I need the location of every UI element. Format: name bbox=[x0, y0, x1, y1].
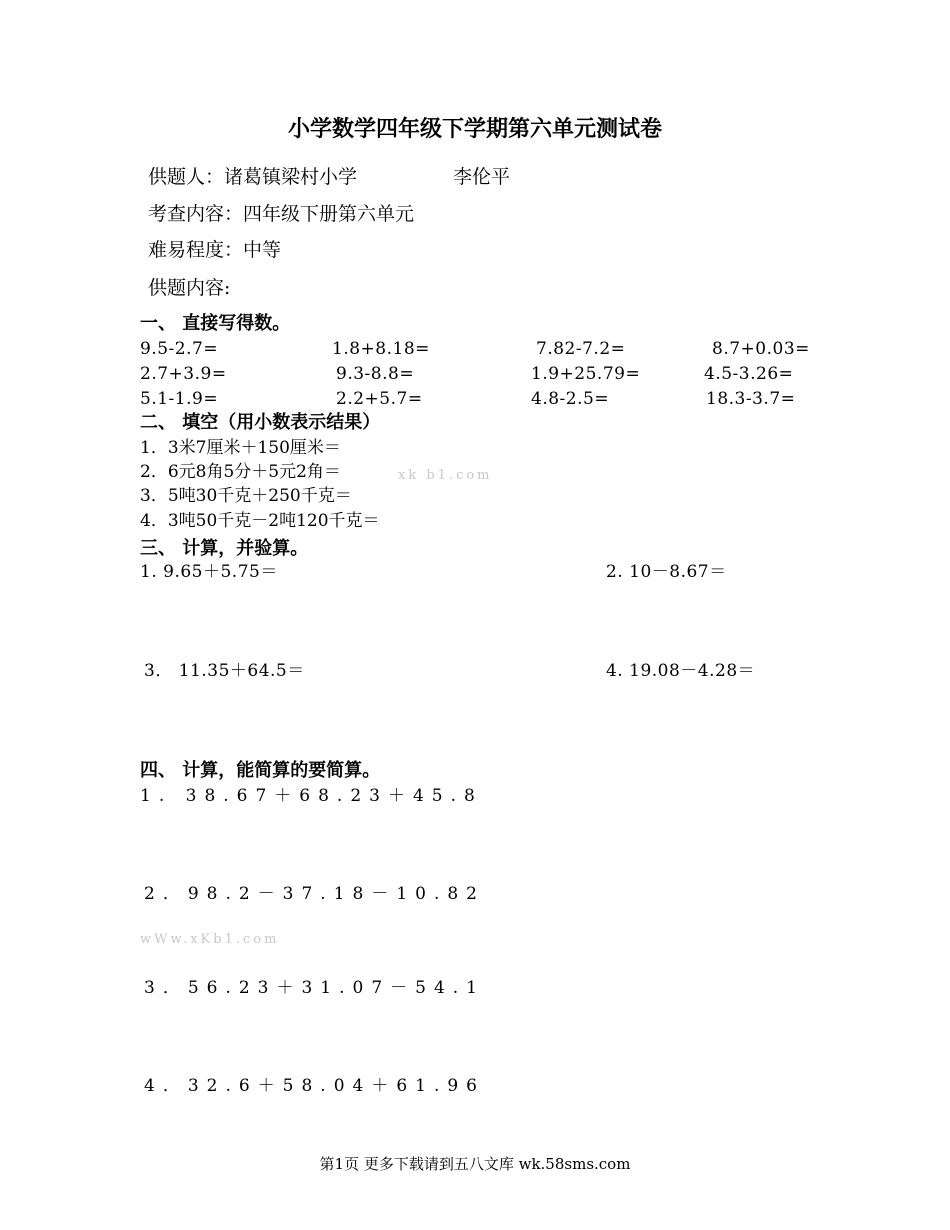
s1-r1-c3: 7.82-7.2= bbox=[536, 339, 626, 359]
page-title: 小学数学四年级下学期第六单元测试卷 bbox=[287, 116, 662, 142]
s1-r2-c1: 2.7+3.9= bbox=[140, 364, 227, 384]
content-line: 考查内容：四年级下册第六单元 bbox=[148, 203, 415, 225]
difficulty-line: 难易程度：中等 bbox=[148, 239, 282, 261]
author-line: 供题人：诸葛镇梁村小学 bbox=[148, 166, 358, 188]
s1-r1-c1: 9.5-2.7= bbox=[140, 339, 219, 359]
s3-item-1: 1. 9.65＋5.75＝ bbox=[140, 562, 278, 582]
s1-r2-c3: 1.9+25.79= bbox=[531, 364, 641, 384]
s4-item-4: 4．32.6＋58.04＋61.96 bbox=[144, 1076, 486, 1096]
s1-r3-c1: 5.1-1.9= bbox=[140, 389, 219, 409]
section-2-heading: 二、 填空（用小数表示结果） bbox=[140, 412, 381, 433]
section-1-heading: 一、 直接写得数。 bbox=[140, 313, 291, 334]
s2-item-4: 4．3吨50千克－2吨120千克＝ bbox=[140, 511, 380, 531]
s2-item-3: 3．5吨30千克＋250千克＝ bbox=[140, 486, 352, 506]
page-footer: 第1页 更多下载请到五八文库 wk.58sms.com bbox=[319, 1155, 631, 1173]
s1-r2-c2: 9.3-8.8= bbox=[336, 364, 415, 384]
s1-r1-c4: 8.7+0.03= bbox=[712, 339, 810, 359]
s3-item-2: 2. 10－8.67＝ bbox=[606, 562, 727, 582]
s4-item-2: 2．98.2－37.18－10.82 bbox=[144, 884, 486, 904]
s1-r3-c2: 2.2+5.7= bbox=[336, 389, 423, 409]
section-3-heading: 三、 计算，并验算。 bbox=[140, 538, 309, 559]
s4-item-1: 1. 38.67＋68.23＋45.8 bbox=[140, 786, 483, 806]
s1-r3-c3: 4.8-2.5= bbox=[531, 389, 610, 409]
watermark: wWw.xKb1.com bbox=[140, 932, 280, 947]
s1-r1-c2: 1.8+8.18= bbox=[332, 339, 430, 359]
provided-line: 供题内容: bbox=[148, 277, 231, 299]
section-4-heading: 四、 计算，能简算的要简算。 bbox=[140, 760, 381, 781]
s4-item-3: 3．56.23＋31.07－54.1 bbox=[144, 978, 486, 998]
s3-item-4: 4. 19.08－4.28＝ bbox=[606, 661, 756, 681]
s2-item-1: 1．3米7厘米＋150厘米＝ bbox=[140, 438, 341, 458]
watermark: xk b1.com bbox=[398, 468, 493, 483]
s1-r3-c4: 18.3-3.7= bbox=[706, 389, 796, 409]
s2-item-2: 2．6元8角5分＋5元2角＝ bbox=[140, 462, 341, 482]
author-name: 李伦平 bbox=[453, 166, 511, 188]
s3-item-3: 3． 11.35＋64.5＝ bbox=[144, 661, 305, 681]
s1-r2-c4: 4.5-3.26= bbox=[704, 364, 794, 384]
